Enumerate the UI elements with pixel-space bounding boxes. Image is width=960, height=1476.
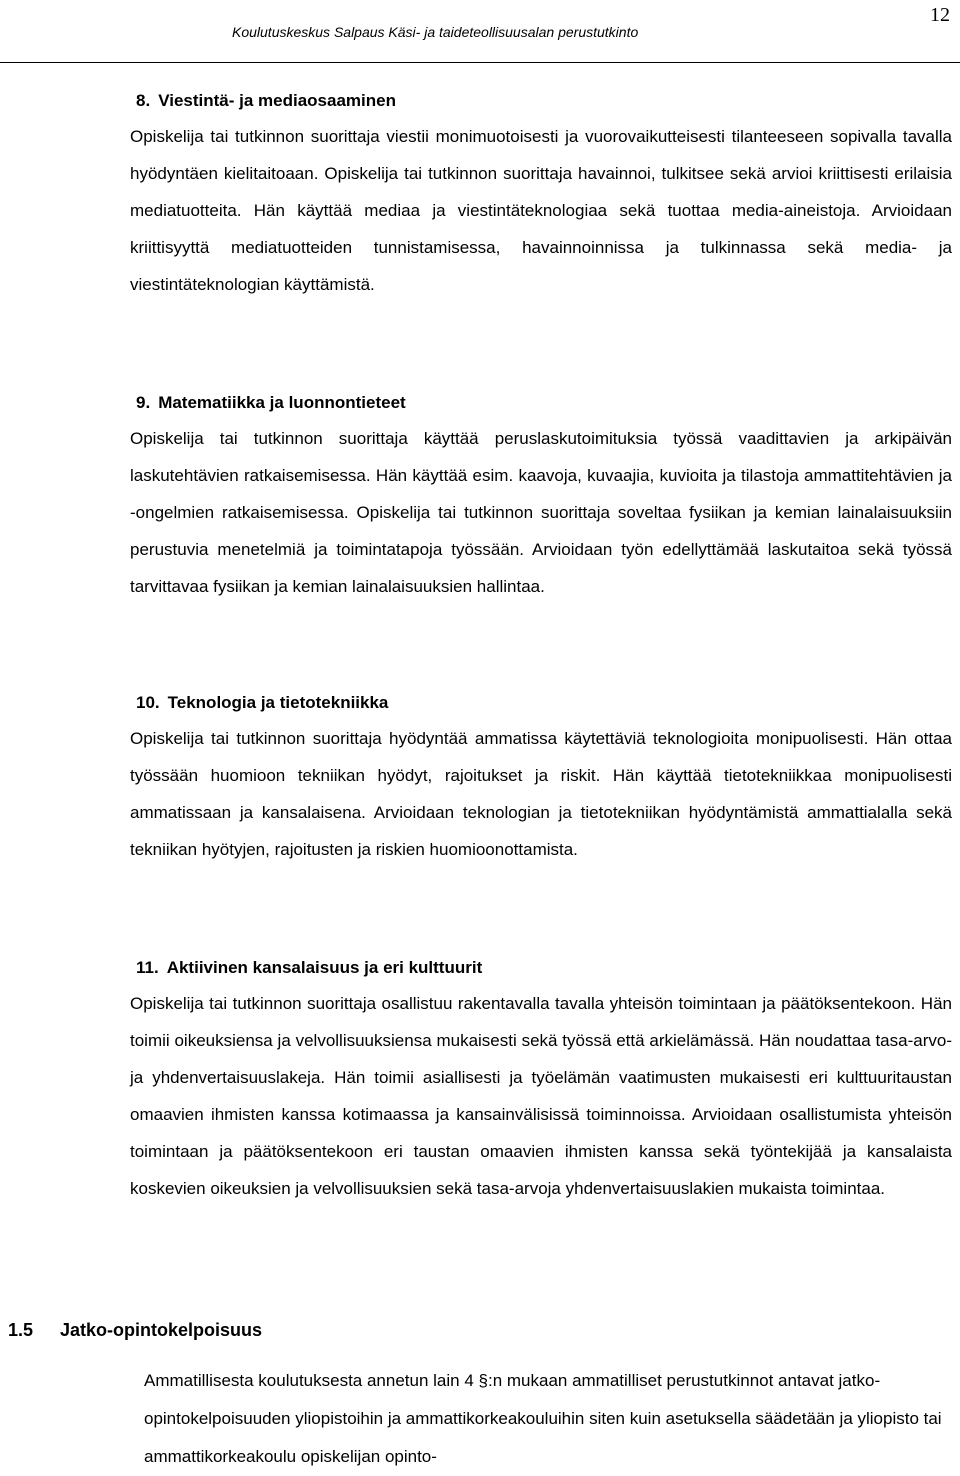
section-number: 11.	[136, 958, 159, 977]
section-11	[130, 957, 958, 1207]
section-number: 10.	[136, 693, 160, 712]
section-paragraph: Opiskelija tai tutkinnon suorittaja osallistuu rakentavalla tavalla yhteisön toimintaan ja päätöksentekoon. Hän toimii oikeuksiensa ja velvollisuuksiensa mukaisesti sekä työssä että arkielämässä. Hän noudattaa tasa-arvo- ja yhdenvertaisuuslakeja. Hän toimii asiallisesti ja työelämän vaatimusten mukaisesti eri kulttuuritaustan omaavien ihmisten kanssa kotimaassa ja kansainvälisissä toiminnoissa. Arvioidaan osallistumista yhteisön toimintaan ja päätöksentekoon eri taustan omaavien ihmisten kanssa sekä työntekijää ja kansalaista koskevien oikeuksien ja velvollisuuksien sekä tasa-arvoja yhdenvertaisuuslakien mukaista toimintaa.	[130, 994, 952, 1198]
section-title: Aktiivinen kansalaisuus ja eri kulttuurit	[166, 958, 483, 977]
section-number: 9.	[136, 393, 151, 412]
section-heading	[136, 957, 958, 979]
section-paragraph: Opiskelija tai tutkinnon suorittaja viestii monimuotoisesti ja vuorovaikutteisesti tilanteeseen sopivalla tavalla hyödyntäen kielitaitoaan. Opiskelija tai tutkinnon suorittaja havainnoi, tulkitsee sekä arvioi kriittisesti erilaisia mediatuotteita. Hän käyttää mediaa ja viestintäteknologiaa sekä tuottaa media-aineistoja. Arvioidaan kriittisyyttä mediatuotteiden tunnistamisessa, havainnoinnissa ja tulkinnassa sekä media- ja viestintäteknologian käyttämistä.	[130, 127, 952, 294]
subsection-number: 1.5	[8, 1320, 34, 1340]
section-paragraph: Opiskelija tai tutkinnon suorittaja käyttää peruslaskutoimituksia työssä vaadittavien ja arkipäivän laskutehtävien ratkaisemisessa. Hän käyttää esim. kaavoja, kuvaajia, kuvioita ja tilastoja ammattitehtävien ja -ongelmien ratkaisemisessa. Opiskelija tai tutkinnon suorittaja soveltaa fysiikan ja kemian lainalaisuuksiin perustuvia menetelmiä ja toimintatapoja työssään. Arvioidaan työn edellyttämää laskutaitoa sekä työssä tarvittavaa fysiikan ja kemian lainalaisuuksien hallintaa.	[130, 429, 952, 596]
section-heading	[136, 90, 958, 112]
section-title: Teknologia ja tietotekniikka	[167, 693, 389, 712]
header-divider	[0, 62, 960, 63]
section-title: Matematiikka ja luonnontieteet	[158, 393, 406, 412]
section-8	[130, 90, 958, 303]
section-10	[130, 692, 958, 868]
section-number: 8.	[136, 91, 151, 110]
subsection-title: Jatko-opintokelpoisuus	[60, 1320, 263, 1340]
document-header-title: Koulutuskeskus Salpaus Käsi- ja taideteollisuusalan perustutkinto	[232, 24, 639, 40]
section-9	[130, 392, 958, 605]
section-title: Viestintä- ja mediaosaaminen	[158, 91, 396, 110]
page-number: 12	[930, 4, 950, 26]
subsection-heading	[8, 1320, 262, 1341]
section-paragraph: Opiskelija tai tutkinnon suorittaja hyödyntää ammatissa käytettäviä teknologioita monipuolisesti. Hän ottaa työssään huomioon tekniikan hyödyt, rajoitukset ja riskit. Hän käyttää tietotekniikkaa monipuolisesti ammatissaan ja kansalaisena. Arvioidaan teknologian ja tietotekniikan hyödyntämistä ammattialalla sekä tekniikan hyötyjen, rajoitusten ja riskien huomioonottamista.	[130, 729, 952, 859]
subsection-paragraph: Ammatillisesta koulutuksesta annetun lain 4 §:n mukaan ammatilliset perustutkinnot antavat jatko-opintokelpoisuuden yliopistoihin ja ammattikorkeakouluihin siten kuin asetuksella säädetään ja yliopisto tai ammattikorkeakoulu opiskelijan opinto-	[144, 1371, 942, 1466]
section-heading	[136, 692, 958, 714]
section-heading	[136, 392, 958, 414]
